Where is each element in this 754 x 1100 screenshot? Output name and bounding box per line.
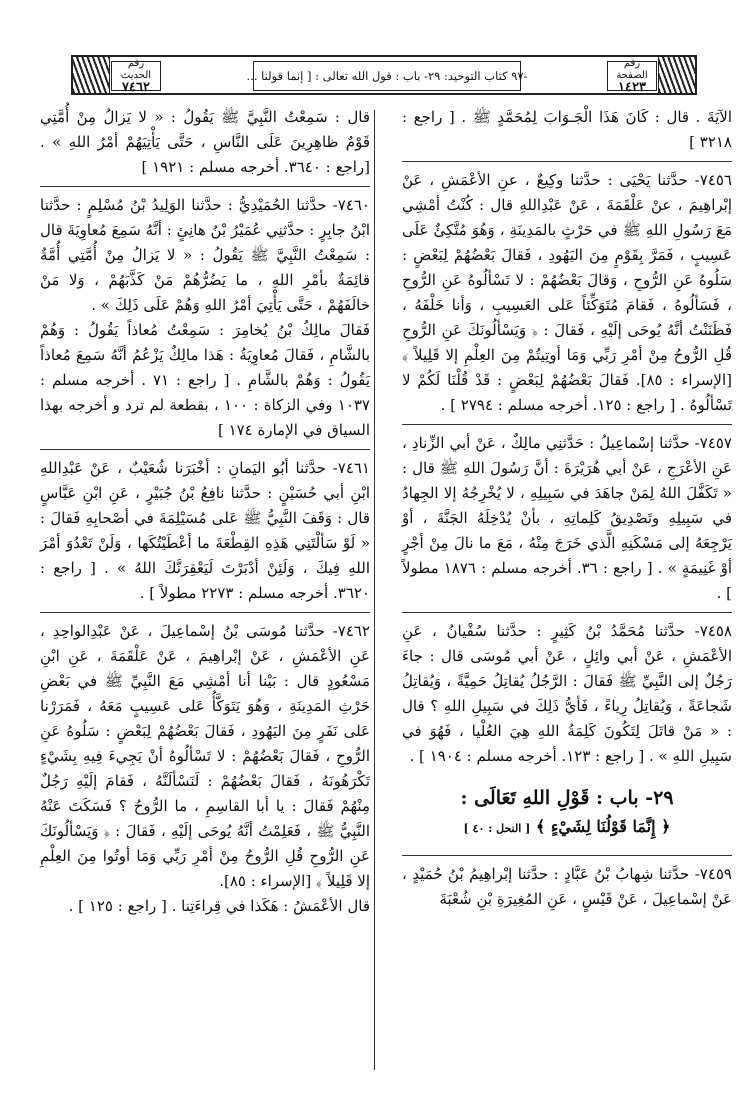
hadith-number-box <box>111 58 161 95</box>
separator <box>402 161 732 162</box>
separator <box>40 186 370 187</box>
hadith-7462-note: قال الأعْمَشُ : هَكَذا في قِراءَتِنا . [ راجع : ١٢٥ ] . <box>68 897 370 915</box>
chapter-verse <box>402 813 732 843</box>
hadith-7459-continuation: قال : سَمِعْتُ النَّبِيَّ ﷺ يَقُولُ : « لا يَزالُ مِنْ أُمَّتِي قَوْمٌ ظاهِرِينَ عَلَى النَّاسِ ، حَتَّى يَأْتِيَهُمْ أمْرُ اللهِ » . [راجع : ٣٦٤٠. أخرجه مسلم : ١٩٢١ ] <box>40 108 370 176</box>
hadith-number-label: رقم الحديث <box>120 58 152 81</box>
separator <box>402 612 732 613</box>
hadith-7460-note: فَقالَ مالِكُ بْنُ يُخامِرَ : سَمِعْتُ مُعاذاً يَقُولُ : وَهُمْ بالشَّامِ ، فَقالَ مُعاوِيَةُ : هَذا مالِكٌ يَزْعُمُ أنَّهُ سَمِعَ مُعاذاً يَقُولُ : وَهُمْ بالشَّامِ . [ راجع : ٧١ . أخرجه مسلم : ١٠٣٧ وفي الزكاة : ١٠٠ ، بقطعة لم ترد و أخرجه بهذا السياق في الإمارة ١٧٤ ] <box>40 321 370 439</box>
hadith-7458: ٧٤٥٨- حدَّثنا مُحَمَّدُ بْنُ كَثِيرٍ : حدَّثنا سُفْيانُ ، عَنِ الأعْمَشِ ، عَنْ أبي وائِلٍ ، عَنْ أبي مُوسَى قال : جاءَ رَجُلٌ إلى النَّبِيِّ ﷺ فَقالَ : الرَّجُلُ يُقاتِلُ حَمِيَّةً ، وَيُقاتِلُ شَجاعَةً ، وَيُقاتِلُ رِياءً ، فَأيُّ ذَلِكَ في سَبِيلِ اللهِ ؟ قال : « مَنْ قاتَلَ لِتَكُونَ كَلِمَةُ اللهِ هِيَ العُلْيا ، فَهُوَ في سَبِيلِ اللهِ » . [ راجع : ١٢٣. أخرجه مسلم : ١٩٠٤ ] . <box>402 622 732 765</box>
hadith-7462: ٧٤٦٢- حدَّثنا مُوسَى بْنُ إسْماعِيلَ ، عَنْ عَبْدِالواحِدِ ، عَنِ الأعْمَشِ ، عَنْ إبْراهِيمَ ، عَنْ عَلْقَمَةَ ، عَنِ ابْنِ مَسْعُودٍ قال : بَيْنا أنا أمْشِي مَعَ النَّبِيِّ ﷺ في بَعْضِ حَرْثِ المَدِينَةِ ، وَهُوَ يَتَوَكَّأُ عَلى عَسِيبٍ مَعَهُ ، فَمَرَرْنا عَلى نَفَرٍ مِنَ اليَهُودِ ، فَقالَ بَعْضُهُمْ لِبَعْضٍ : سَلُوهُ عَنِ الرُّوحِ ، فَقالَ بَعْضُهُمْ : لا تَسْألُوهُ أنْ يَجِيءَ فِيهِ بِشَيْءٍ تَكْرَهُونَهُ ، فَقالَ بَعْضُهُمْ : لَنَسْألَنَّهُ ، فَقامَ إلَيْهِ رَجُلٌ مِنْهُمْ فَقالَ : يا أبا القاسِمِ ، ما الرُّوحُ ؟ فَسَكَتَ عَنْهُ النَّبِيُّ ﷺ ، فَعَلِمْتُ أنَّهُ يُوحَى إلَيْهِ ، فَقالَ : ﴿ وَيَسْألُونَكَ عَنِ الرُّوحِ قُلِ الرُّوحُ مِنْ أمْرِ رَبِّي وَمَا أوتُوا مِنَ العِلْمِ إلا قَلِيلاً ﴾ [الإسراء : ٨٥]. <box>40 622 370 890</box>
hadith-number: ٧٤٦٢ <box>122 80 150 95</box>
header-ornament-left <box>73 57 110 93</box>
page-header <box>71 55 697 95</box>
right-column <box>402 105 732 1070</box>
left-column <box>40 105 370 1070</box>
verse-reference: [ النحل : ٤٠ ] <box>463 822 531 835</box>
header-ornament-right <box>658 57 695 93</box>
separator <box>402 855 732 856</box>
page-number-label: رقم الصفحة <box>616 58 648 81</box>
page-number-box <box>607 58 657 95</box>
separator <box>402 424 732 425</box>
hadith-7460: ٧٤٦٠- حدَّثنا الحُمَيْدِيُّ : حدَّثنا الوَلِيدُ بْنُ مُسْلِمٍ : حدَّثنا ابْنُ جابِرٍ : حدَّثنِي عُمَيْرُ بْنُ هانِئٍ : أنَّهُ سَمِعَ مُعاوِيَةَ قال : سَمِعْتُ النَّبِيَّ ﷺ يَقُولُ : « لا يَزالُ مِنْ أُمَّتِي أُمَّةٌ قائِمَةٌ بأمْرِ اللهِ ، ما يَضُرُّهُمْ مَنْ كَذَّبَهُمْ ، وَلا مَنْ خالَفَهُمْ ، حَتَّى يَأْتِيَ أمْرُ اللهِ وَهُمْ عَلَى ذَلِكَ » . <box>40 196 370 314</box>
hadith-7457: ٧٤٥٧- حدَّثنا إسْماعِيلُ : حَدَّثنِي مالِكٌ ، عَنْ أبي الزِّنادِ ، عَنِ الأعْرَجِ ، عَنْ أبي هُرَيْرَةَ : أنَّ رَسُولَ اللهِ ﷺ قال : « تَكَفَّلَ اللهُ لِمَنْ جاهَدَ في سَبِيلِهِ ، لا يُخْرِجُهُ إلا الجِهادُ في سَبِيلِهِ وتَصْدِيقُ كَلِماتِهِ ، بأنْ يُدْخِلَهُ الجَنَّةَ ، أوْ يَرْجِعَهُ إلى مَسْكَنِهِ الَّذي خَرَجَ مِنْهُ ، مَعَ ما نالَ مِنْ أجْرٍ أوْ غَنِيمَةٍ » . [ راجع : ٣٦. أخرجه مسلم : ١٨٧٦ مطولاً ] . <box>402 434 732 602</box>
column-divider <box>374 110 375 1070</box>
separator <box>40 449 370 450</box>
hadith-7461: ٧٤٦١- حدَّثنا أبُو اليَمانِ : أخْبَرَنا شُعَيْبٌ ، عَنْ عَبْدِاللهِ ابْنِ أبي حُسَيْنٍ : حدَّثنا نافِعُ بْنُ جُبَيْرٍ ، عَنِ ابْنِ عَبَّاسٍ قال : وَقَفَ النَّبِيُّ ﷺ عَلى مُسَيْلِمَةَ في أصْحابِهِ فَقالَ : « لَوْ سَألْتَنِي هَذِهِ القِطْعَةَ ما أعْطَيْتُكَها ، وَلَنْ تَعْدُوَ أمْرَ اللهِ فِيكَ ، وَلَئِنْ أدْبَرْتَ لَيَعْقِرَنَّكَ اللهُ » . [ راجع : ٣٦٢٠. أخرجه مسلم : ٢٢٧٣ مطولاً ] . <box>40 459 370 602</box>
separator <box>40 612 370 613</box>
running-title: -٩٧ كتاب التوحيد: ٢٩- باب : قول الله تعالى : [ إنما قولنا ... <box>253 61 521 91</box>
hadith-7459: ٧٤٥٩- حدَّثنا شِهابُ بْنُ عَبَّادٍ : حدَّثنا إبْراهِيمُ بْنُ حُمَيْدٍ ، عَنْ إسْماعِيلَ ، عَنْ قَيْسٍ ، عَنِ المُغِيرَةِ بْنِ شُعْبَةَ <box>402 865 732 908</box>
verse-text: ﴿ إِنَّمَا قَوْلُنَا لِشَيْءٍ ﴾ <box>535 817 671 836</box>
page-number: ١٤٢٣ <box>618 80 646 95</box>
hadith-7456: ٧٤٥٦- حدَّثنا يَحْيَى : حدَّثنا وكِيعٌ ، عنِ الأعْمَشِ ، عَنْ إبْراهِيمَ ، عنْ عَلْقَمَةَ ، عَنْ عَبْدِاللهِ قال : كُنْتُ أمْشِي مَعَ رَسُولِ اللهِ ﷺ في حَرْثٍ بالمَدِينَةِ ، وَهُوَ مُتَّكِئٌ عَلَى عَسِيبٍ ، فَمَرَّ بِقَوْمٍ مِنَ اليَهُودِ ، فَقالَ بَعْضُهُمْ لِبَعْضٍ : سَلُوهُ عَنِ الرُّوحِ ، وَقالَ بَعْضُهُمْ : لا تَسْألُوهُ عَنِ الرُّوحِ ، فَسَألُوهُ ، فَقامَ مُتَوَكِّئاً عَلى العَسِيبِ ، وَأنا خَلْفَهُ ، فَظَنَنْتُ أنَّهُ يُوحَى إلَيْهِ ، فَقالَ : ﴿ وَيَسْألُونَكَ عَنِ الرُّوحِ قُلِ الرُّوحُ مِنْ أمْرِ رَبِّي وَمَا أوتِيتُمْ مِنَ العِلْمِ إلا قَلِيلاً ﴾ [الإسراء : ٨٥]. فَقالَ بَعْضُهُمْ لِبَعْضٍ : قَدْ قُلْنَا لَكُمْ لا تَسْألُوهُ . [ راجع : ١٢٥. أخرجه مسلم : ٢٧٩٤ ] . <box>402 171 732 414</box>
verse-continuation: الآيَةَ . قال : كَانَ هَذَا الْجَـوَابَ لِمُحَمَّدٍ ﷺ . [ راجع : ٣٢١٨ ] <box>402 108 732 151</box>
chapter-title: ٢٩- باب : قَوْلِ اللهِ تَعَالَى : <box>460 787 674 809</box>
